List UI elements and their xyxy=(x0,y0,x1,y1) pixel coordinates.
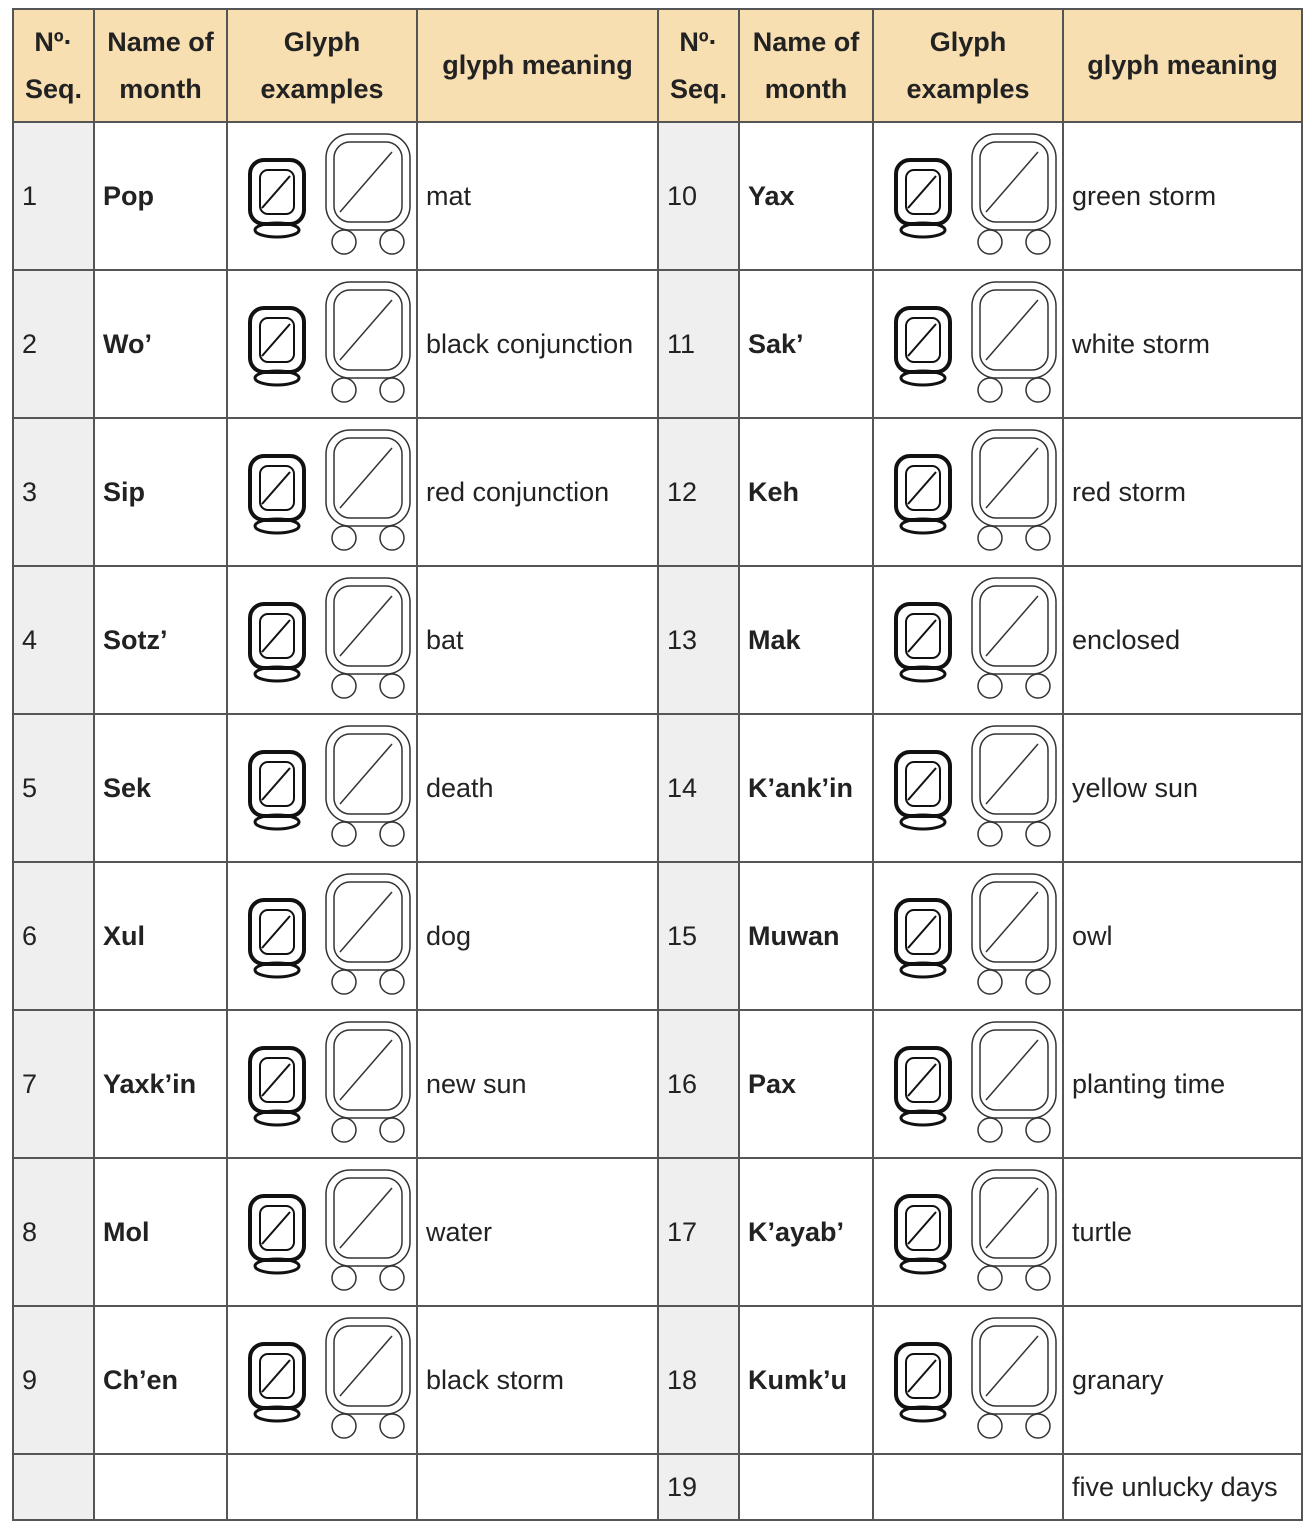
glyph-meaning: white storm xyxy=(1063,270,1302,418)
maya-glyph-icon xyxy=(232,234,412,264)
glyph-meaning: yellow sun xyxy=(1063,714,1302,862)
glyph-meaning: red storm xyxy=(1063,418,1302,566)
seq-cell: 11 xyxy=(658,270,739,418)
glyph-examples xyxy=(873,1158,1063,1306)
month-name: Mol xyxy=(94,1158,227,1306)
glyph-examples xyxy=(227,122,417,270)
month-name xyxy=(739,1454,873,1520)
month-name: Muwan xyxy=(739,862,873,1010)
maya-glyph-icon xyxy=(878,530,1058,560)
header-meaning: glyph meaning xyxy=(417,9,658,122)
maya-months-table xyxy=(12,8,1303,1521)
header-glyph: Glyph examples xyxy=(873,9,1063,122)
glyph-meaning: red conjunction xyxy=(417,418,658,566)
month-name: Mak xyxy=(739,566,873,714)
month-name xyxy=(94,1454,227,1520)
header-meaning: glyph meaning xyxy=(1063,9,1302,122)
seq-cell: 13 xyxy=(658,566,739,714)
month-name: Pop xyxy=(94,122,227,270)
header-name: Name of month xyxy=(94,9,227,122)
seq-cell: 2 xyxy=(13,270,94,418)
month-name: Ch’en xyxy=(94,1306,227,1454)
glyph-meaning: five unlucky days xyxy=(1063,1454,1302,1520)
seq-cell xyxy=(13,1454,94,1520)
seq-cell: 16 xyxy=(658,1010,739,1158)
header-name: Name of month xyxy=(739,9,873,122)
maya-glyph-icon xyxy=(232,826,412,856)
month-name: Sak’ xyxy=(739,270,873,418)
month-name: Sip xyxy=(94,418,227,566)
glyph-meaning xyxy=(417,1454,658,1520)
maya-glyph-icon xyxy=(878,1270,1058,1300)
table-row xyxy=(13,1454,1302,1520)
month-name: Keh xyxy=(739,418,873,566)
seq-cell: 3 xyxy=(13,418,94,566)
month-name: Yaxk’in xyxy=(94,1010,227,1158)
maya-glyph-icon xyxy=(878,826,1058,856)
maya-glyph-icon xyxy=(878,974,1058,1004)
maya-glyph-icon xyxy=(232,974,412,1004)
seq-cell: 4 xyxy=(13,566,94,714)
glyph-examples xyxy=(873,1010,1063,1158)
glyph-meaning: dog xyxy=(417,862,658,1010)
maya-glyph-icon xyxy=(878,1122,1058,1152)
glyph-meaning: death xyxy=(417,714,658,862)
glyph-meaning: owl xyxy=(1063,862,1302,1010)
seq-cell: 6 xyxy=(13,862,94,1010)
maya-glyph-icon xyxy=(232,678,412,708)
maya-glyph-icon xyxy=(232,1418,412,1448)
seq-cell: 9 xyxy=(13,1306,94,1454)
glyph-examples xyxy=(227,1306,417,1454)
seq-cell: 17 xyxy=(658,1158,739,1306)
glyph-examples xyxy=(873,122,1063,270)
table-row xyxy=(13,270,1302,418)
seq-cell: 12 xyxy=(658,418,739,566)
glyph-meaning: turtle xyxy=(1063,1158,1302,1306)
table-row xyxy=(13,862,1302,1010)
seq-cell: 18 xyxy=(658,1306,739,1454)
month-name: Kumk’u xyxy=(739,1306,873,1454)
glyph-examples xyxy=(227,1158,417,1306)
glyph-meaning: black storm xyxy=(417,1306,658,1454)
glyph-meaning: water xyxy=(417,1158,658,1306)
maya-glyph-icon xyxy=(878,1418,1058,1448)
glyph-meaning: mat xyxy=(417,122,658,270)
table-row xyxy=(13,1306,1302,1454)
glyph-meaning: enclosed xyxy=(1063,566,1302,714)
maya-glyph-icon xyxy=(232,382,412,412)
table-row xyxy=(13,1010,1302,1158)
glyph-meaning: granary xyxy=(1063,1306,1302,1454)
month-name: Xul xyxy=(94,862,227,1010)
month-name: Sotz’ xyxy=(94,566,227,714)
glyph-examples xyxy=(227,1010,417,1158)
glyph-examples xyxy=(873,1306,1063,1454)
seq-cell: 8 xyxy=(13,1158,94,1306)
glyph-meaning: new sun xyxy=(417,1010,658,1158)
glyph-examples xyxy=(227,270,417,418)
glyph-examples xyxy=(227,1454,417,1520)
glyph-examples xyxy=(227,714,417,862)
maya-glyph-icon xyxy=(232,1122,412,1152)
month-name: K’ayab’ xyxy=(739,1158,873,1306)
seq-cell: 7 xyxy=(13,1010,94,1158)
seq-cell: 15 xyxy=(658,862,739,1010)
glyph-meaning: planting time xyxy=(1063,1010,1302,1158)
table-row xyxy=(13,1158,1302,1306)
month-name: Sek xyxy=(94,714,227,862)
header-row xyxy=(13,9,1302,122)
glyph-examples xyxy=(227,566,417,714)
table-row xyxy=(13,122,1302,270)
maya-glyph-icon xyxy=(232,1270,412,1300)
seq-cell: 1 xyxy=(13,122,94,270)
glyph-meaning: green storm xyxy=(1063,122,1302,270)
glyph-examples xyxy=(227,862,417,1010)
maya-glyph-icon xyxy=(878,234,1058,264)
table-row xyxy=(13,566,1302,714)
maya-glyph-icon xyxy=(878,678,1058,708)
header-glyph: Glyph examples xyxy=(227,9,417,122)
table-row xyxy=(13,418,1302,566)
month-name: Yax xyxy=(739,122,873,270)
glyph-examples xyxy=(873,1454,1063,1520)
table-row xyxy=(13,714,1302,862)
glyph-examples xyxy=(873,862,1063,1010)
seq-cell: 10 xyxy=(658,122,739,270)
seq-cell: 5 xyxy=(13,714,94,862)
maya-glyph-icon xyxy=(232,530,412,560)
glyph-examples xyxy=(227,418,417,566)
glyph-examples xyxy=(873,418,1063,566)
seq-cell: 19 xyxy=(658,1454,739,1520)
glyph-examples xyxy=(873,714,1063,862)
glyph-examples xyxy=(873,566,1063,714)
maya-glyph-icon xyxy=(878,382,1058,412)
glyph-meaning: black conjunction xyxy=(417,270,658,418)
month-name: Pax xyxy=(739,1010,873,1158)
seq-cell: 14 xyxy=(658,714,739,862)
glyph-examples xyxy=(873,270,1063,418)
glyph-meaning: bat xyxy=(417,566,658,714)
header-seq: Nº· Seq. xyxy=(13,9,94,122)
header-seq: Nº· Seq. xyxy=(658,9,739,122)
month-name: Wo’ xyxy=(94,270,227,418)
month-name: K’ank’in xyxy=(739,714,873,862)
